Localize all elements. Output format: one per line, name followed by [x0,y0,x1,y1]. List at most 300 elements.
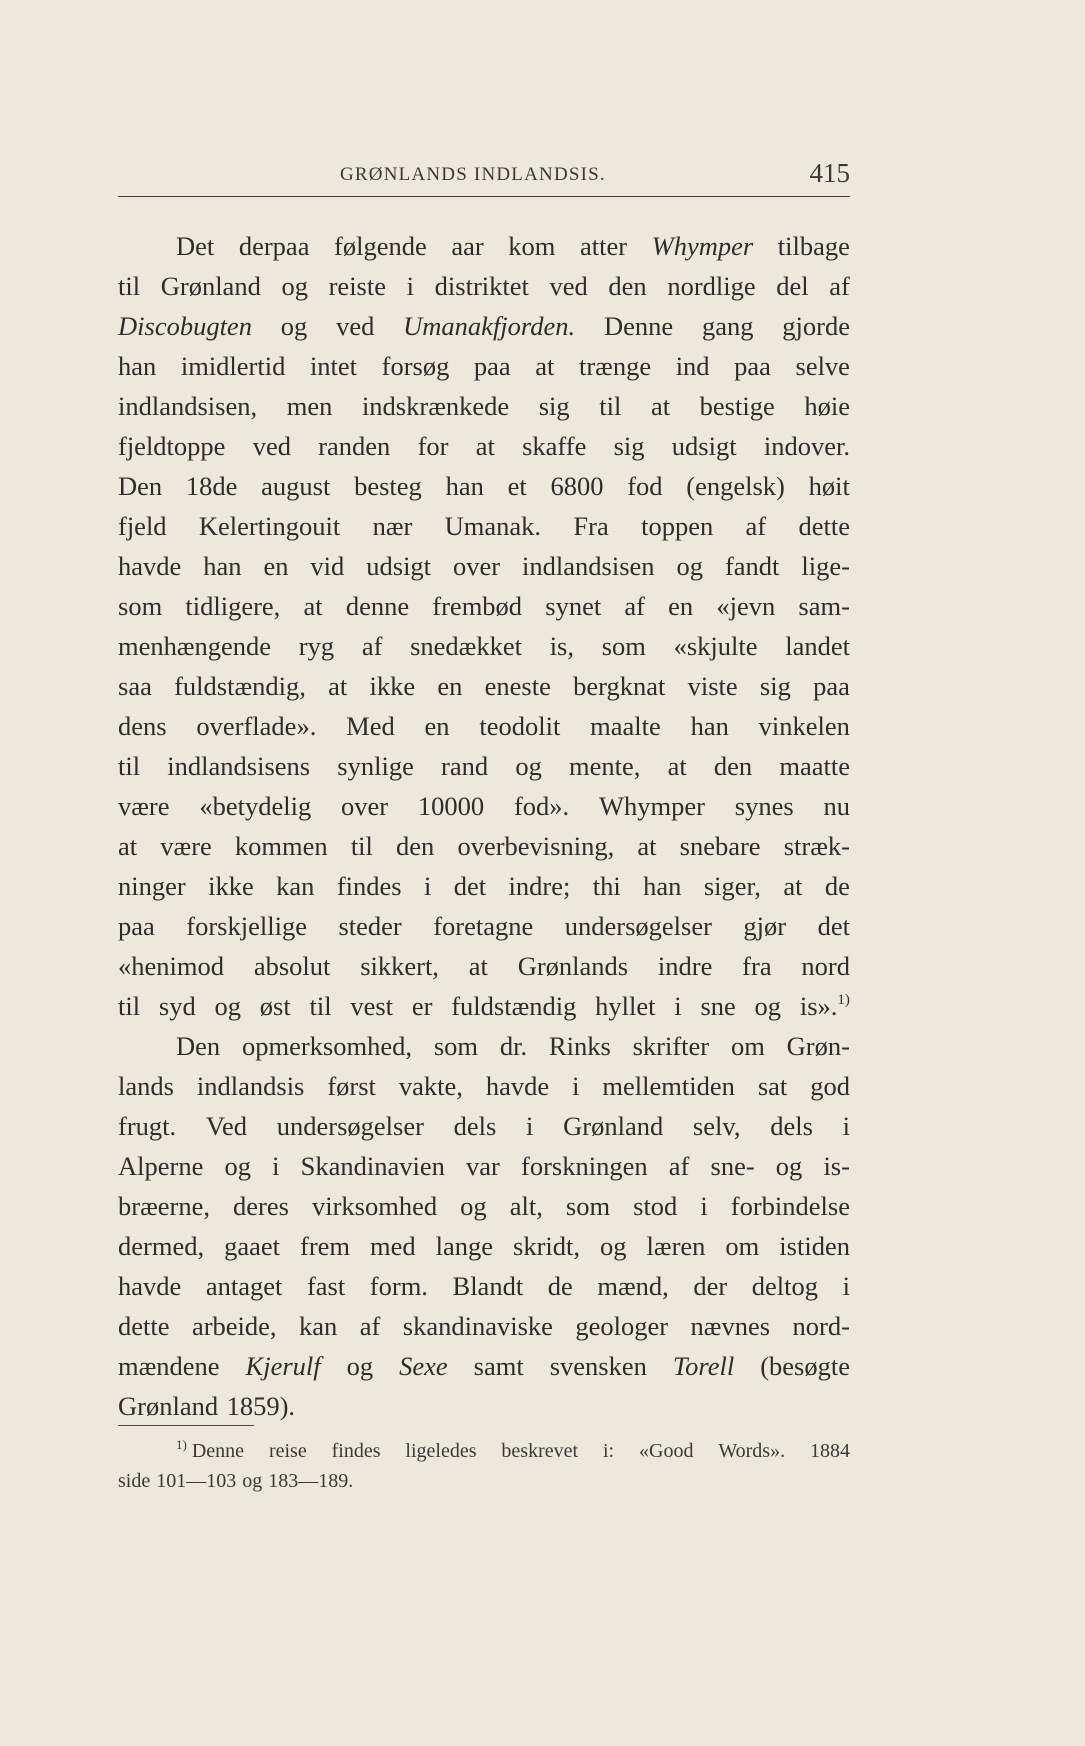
word-text: paa [473,351,511,381]
word [338,906,401,946]
word-text: at [118,831,138,861]
word-text: 1884 [809,1440,850,1462]
word-text: forskningen [521,1151,648,1181]
word-text: Ved [205,1111,248,1141]
word-text: af [668,1151,690,1181]
word-text: overbevisning, [457,831,615,861]
word [693,1266,727,1306]
word [508,466,527,506]
word-text: dermed, [118,1231,205,1261]
word-text: fuldstændig [451,991,577,1021]
word [118,1306,170,1346]
word [593,866,621,906]
word [453,546,500,586]
word [782,306,850,346]
word [823,786,850,826]
word [813,666,850,706]
word [118,706,167,746]
word [731,1026,765,1066]
word-text: bestige [699,391,775,421]
word [810,1066,850,1106]
word [118,426,225,466]
word [437,666,462,706]
word [407,266,414,306]
word [746,506,767,546]
word-text: Rinks [548,1031,611,1061]
word-text: er [411,991,433,1021]
word-text: ikke [369,671,416,701]
word-text: besteg [354,471,422,501]
word-text: sne [700,991,736,1021]
word-text: eneste [484,671,551,701]
word [199,786,311,826]
word-text: til [118,751,141,781]
word [602,1066,734,1106]
word [548,1266,573,1306]
word-text: lange [435,1231,494,1261]
word-text: i [842,1111,850,1141]
word [118,666,152,706]
word-text: Fra [573,511,609,541]
text-line [118,746,850,786]
word [800,986,850,1026]
word-text: snedækket [410,631,522,661]
word-text: randen [318,431,391,461]
running-head [118,160,850,194]
word-text: og [600,1231,627,1261]
word [500,1026,527,1066]
word-text: thi [592,871,621,901]
word-text: dette [118,1311,170,1341]
word-text: skaffe [522,431,587,461]
word [760,1346,850,1386]
word-text: som [118,591,163,621]
word [263,546,288,586]
word-text: mændene [118,1351,220,1381]
word-text: paa [734,351,771,381]
footnote [118,1436,850,1496]
word-text: at [475,431,495,461]
word [254,946,331,986]
word [474,1346,524,1386]
word [435,266,529,306]
word [514,786,569,826]
text-line [118,826,850,866]
word-text: overflade». [196,711,317,741]
word-text: havde [485,1071,550,1101]
word [192,1306,277,1346]
word [434,1026,478,1066]
word-text: at [328,671,348,701]
word-text: gjør [743,911,787,941]
word-text: synlige [337,751,414,781]
body-text [118,226,850,1426]
word [508,226,555,266]
word [651,386,670,426]
word [641,506,713,546]
word [453,1266,524,1306]
word-text: indlandsisen [522,551,655,581]
word-text: i [700,1191,708,1221]
word-text: at [783,871,803,901]
word [260,986,291,1026]
italic-word: Sexe [399,1351,448,1381]
word [197,1066,304,1106]
word-text: indskrænkede [361,391,510,421]
word [403,306,575,346]
word [312,1186,437,1226]
word-text: nu [823,791,850,821]
word [410,626,522,666]
word [233,1186,289,1226]
word-text: geologer [575,1311,669,1341]
word [432,586,522,626]
word-text: sig [759,671,791,701]
word-text: form. [369,1271,428,1301]
italic-word: Discobugten [118,311,252,341]
word-text: først [327,1071,376,1101]
word [545,586,601,626]
word [485,666,551,706]
word [454,866,486,906]
word-text: at [637,831,657,861]
word [688,666,738,706]
word [301,1146,445,1186]
word-text: som [601,631,646,661]
word-text: sne- [710,1151,755,1181]
word [627,466,662,506]
word-text: forskjellige [186,911,307,941]
word [360,946,439,986]
word [590,706,661,746]
word-text: høie [804,391,850,421]
word [796,346,850,386]
word [370,666,416,706]
text-line [118,426,850,466]
word-text: (besøgte [760,1351,850,1381]
footnote-marker: 1) [176,1437,187,1452]
word-text: aar [451,231,484,261]
word-text: Grøn- [786,1031,850,1061]
word [159,986,196,1026]
word-text: i [272,1151,280,1181]
word-text: hyllet [595,991,656,1021]
word-text: syd [158,991,196,1021]
word-text: «skjulte [673,631,758,661]
word [118,986,140,1026]
word-text: sat [757,1071,788,1101]
word-text: Words». [718,1440,786,1462]
word [451,226,483,266]
word [515,746,542,786]
word-text: del [776,271,809,301]
word-text: august [261,471,331,501]
word [518,946,628,986]
word-text: rand [441,751,489,781]
word [225,1146,252,1186]
word [522,546,655,586]
word [399,1346,448,1386]
word [436,1226,493,1266]
word [829,266,850,306]
word [457,826,614,866]
word [801,546,850,586]
word [785,626,850,666]
italic-word: Kjerulf [245,1351,321,1381]
page-number: 415 [809,158,850,188]
word-text: skridt, [513,1231,581,1261]
word [118,1066,174,1106]
word-text: en [668,591,694,621]
word [246,1346,321,1386]
italic-word: Umanakfjorden. [403,311,576,341]
word [227,1386,295,1426]
word [734,346,771,386]
word-text: frem [300,1231,351,1261]
word [350,986,393,1026]
word [550,1346,647,1386]
word [686,466,785,506]
word-text: ved [336,311,375,341]
word-text: synet [545,591,602,621]
word [702,306,754,346]
header-rule [118,196,850,197]
word [672,426,737,466]
word [405,1436,476,1466]
word-text: «Good [639,1440,694,1462]
word-text: være [160,831,212,861]
word-text: vinkelen [758,711,850,741]
word [823,1146,850,1186]
word-text: paa [118,911,155,941]
word-text: mænd, [597,1271,669,1301]
word [603,1436,614,1466]
word [778,226,850,266]
word-text: Grønlands [517,951,629,981]
word-text: han [643,871,682,901]
word-text: at [535,351,555,381]
word [118,866,186,906]
word [466,1146,500,1186]
word-text: stræk- [783,831,850,861]
word [760,666,791,706]
word [118,826,137,866]
word [118,506,167,546]
word [167,746,310,786]
word-text: reise [268,1440,307,1462]
word [633,1186,677,1226]
word [600,1226,627,1266]
word [269,1436,307,1466]
word [843,1106,850,1146]
word-text: af [361,631,383,661]
word-text: lige- [801,551,850,581]
word-text: tidligere, [185,591,281,621]
word-text: der [693,1271,728,1301]
word [425,706,450,746]
word-text: kan [276,871,315,901]
text-line [118,1226,850,1266]
word [509,866,571,906]
word [667,266,755,306]
word-text: en [263,551,289,581]
word [501,1436,578,1466]
word [373,506,413,546]
word-text: maalte [590,711,661,741]
word [346,586,409,626]
word [677,546,704,586]
word [310,546,344,586]
word [652,226,754,266]
word-text: og [346,1351,374,1381]
word-text: og [460,1191,487,1221]
word-text: frugt. [118,1111,177,1141]
word-text: det [817,911,850,941]
word [161,266,261,306]
word [801,946,850,986]
word [310,346,357,386]
word [674,626,758,666]
word-text: at [667,751,687,781]
word-text: Grønland [160,271,261,301]
word [787,1026,850,1066]
word-text: paa [813,671,850,701]
word [752,1266,818,1306]
word [809,466,850,506]
word [318,426,390,466]
word-text: at [650,391,671,421]
word [186,906,307,946]
text-line [118,346,850,386]
word [347,1346,374,1386]
word [614,426,645,466]
word-text: at [468,951,488,981]
text-line [118,946,850,986]
word-text: dens [118,711,167,741]
word-text: forsøg [381,351,450,381]
word-text: foretagne [433,911,534,941]
word-text: 10000 [417,791,485,821]
word [770,1106,813,1146]
word [196,706,316,746]
word [725,1226,759,1266]
word-text: svensken [549,1351,647,1381]
word [521,1146,648,1186]
word-text: stod [633,1191,678,1221]
word-text: om [730,1031,765,1061]
word [759,706,850,746]
word [566,1186,610,1226]
word-text: ikke [208,871,254,901]
word-text: 101—103 [156,1470,237,1492]
word [633,1026,710,1066]
word [711,1146,755,1186]
word [332,1436,381,1466]
word-text: og [754,991,782,1021]
word [242,1466,262,1496]
word [825,866,850,906]
word [206,1266,283,1306]
word-text: kan [299,1311,338,1341]
word [307,1266,345,1306]
word-text: læren [646,1231,706,1261]
word-text: reiste [328,271,386,301]
word [779,746,850,786]
text-line [118,1346,850,1386]
word [272,1146,279,1186]
word-text: i [526,1111,534,1141]
word-text: maatte [779,751,850,781]
word [118,1466,150,1496]
word-text: men [286,391,333,421]
word-text: Skandinavien [300,1151,445,1181]
word [337,746,414,786]
word-text: til [118,991,141,1021]
word-text: 1859). [226,1391,296,1421]
word [176,226,214,266]
word [758,1066,787,1106]
footnote-line [118,1436,850,1466]
word [680,826,761,866]
word [118,586,162,626]
word [174,666,306,706]
word-text: arbeide, [191,1311,277,1341]
word-text: nord [801,951,850,981]
word [261,466,330,506]
word-text: den [713,751,753,781]
word-text: fjeldtoppe [118,431,226,461]
word-text: en [424,711,450,741]
word [186,466,238,506]
word-text: indre [657,951,713,981]
word-text: udsigt [671,431,737,461]
word [235,826,328,866]
text-line [118,306,850,346]
word-text: toppen [641,511,714,541]
word-text: nordlige [667,271,756,301]
word-text: menhængende [118,631,272,661]
word-text: sikkert, [360,951,439,981]
text-line [118,786,850,826]
word [549,1026,611,1066]
word [599,386,621,426]
text-line [118,506,850,546]
word-text: trænge [578,351,652,381]
word-text: dels [453,1111,497,1141]
word-text: kom [508,231,556,261]
word [185,586,280,626]
word-text: is- [823,1151,850,1181]
word-text: Denne [191,1440,245,1462]
word [776,1146,803,1186]
word-text: beskrevet [501,1440,579,1462]
word-text: distriktet [434,271,529,301]
word-text: Denne [603,311,674,341]
word [118,306,252,346]
word-text: med [370,1231,416,1261]
word [199,506,340,546]
word [253,426,291,466]
word-text: til [350,831,373,861]
word-text: i [842,1271,850,1301]
text-line [118,706,850,746]
word [624,586,645,626]
word-text: øst [259,991,291,1021]
word-text: 6800 [550,471,604,501]
word-text: antaget [205,1271,283,1301]
word-text: alt, [509,1191,543,1221]
word-text: Alperne [118,1151,204,1181]
